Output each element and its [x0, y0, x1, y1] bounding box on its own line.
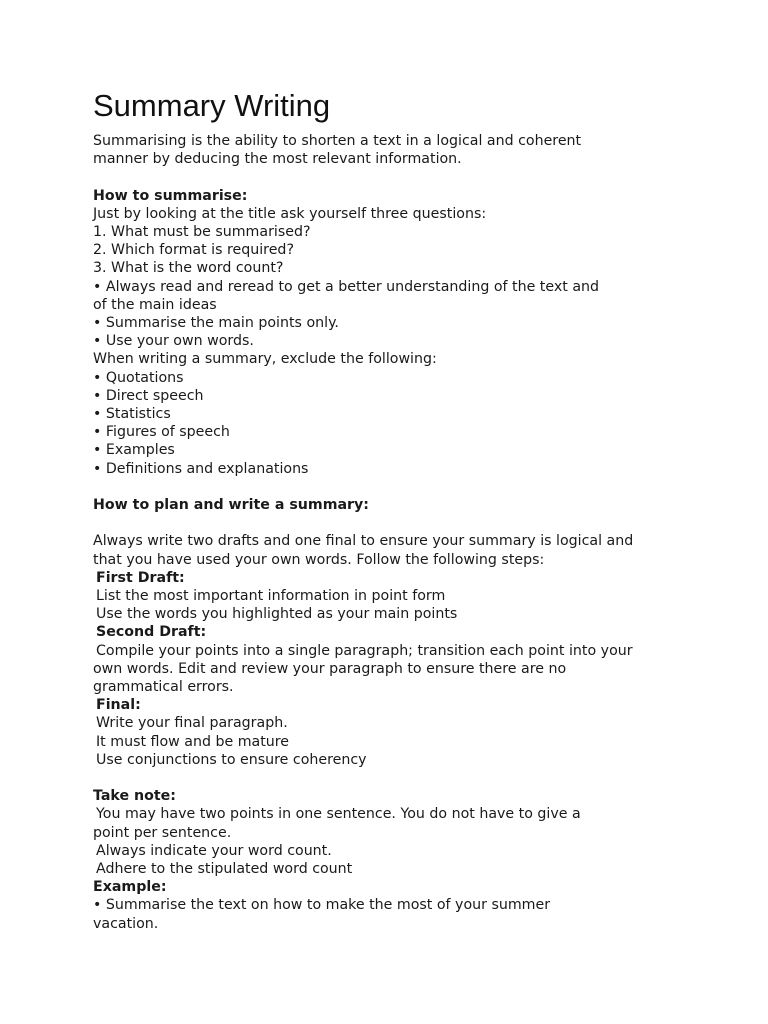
how-to-line: • Always read and reread to get a better understanding of the text and — [93, 278, 600, 295]
take-note-section — [93, 787, 733, 878]
how-to-line: • Statistics — [93, 406, 171, 423]
plan-heading: How to plan and write a summary: — [93, 497, 369, 514]
page-title: Summary Writing — [93, 88, 331, 123]
how-to-line: 2. Which format is required? — [93, 242, 294, 259]
how-to-line: When writing a summary, exclude the following: — [93, 351, 437, 368]
example-section — [93, 878, 733, 933]
how-to-line: 3. What is the word count? — [93, 260, 284, 277]
take-note-heading: Take note: — [93, 788, 176, 805]
spacer — [93, 769, 733, 787]
final-line: It must flow and be mature — [96, 733, 290, 750]
how-to-line: • Figures of speech — [93, 424, 230, 441]
take-note-line: Adhere to the stipulated word count — [96, 861, 353, 878]
first-draft-line: Use the words you highlighted as your main points — [96, 606, 458, 623]
example-line: vacation. — [93, 915, 159, 932]
how-to-line: • Quotations — [93, 369, 184, 386]
take-note-line: You may have two points in one sentence. You do not have to give a — [96, 806, 581, 823]
how-to-line: • Use your own words. — [93, 333, 254, 350]
how-to-line: of the main ideas — [93, 296, 217, 313]
how-to-line: • Summarise the main points only. — [93, 315, 339, 332]
how-to-line: 1. What must be summarised? — [93, 224, 311, 240]
intro-line: manner by deducing the most relevant information. — [93, 151, 462, 168]
first-draft-heading: First Draft: — [96, 569, 185, 586]
second-draft-line: Compile your points into a single paragraph; transition each point into your — [96, 642, 633, 659]
how-to-line: Just by looking at the title ask yourself three questions: — [93, 205, 487, 222]
second-draft-line: grammatical errors. — [93, 679, 234, 696]
how-to-line: • Definitions and explanations — [93, 460, 309, 477]
example-heading: Example: — [93, 879, 167, 896]
take-note-line: point per sentence. — [93, 824, 232, 841]
how-to-heading: How to summarise: — [93, 187, 248, 204]
plan-intro-line: Always write two drafts and one final to ensure your summary is logical and — [93, 533, 634, 550]
second-draft-heading: Second Draft: — [96, 624, 207, 641]
final-line: Write your final paragraph. — [96, 715, 288, 732]
first-draft-line: List the most important information in point form — [96, 588, 446, 605]
document-page — [93, 86, 733, 933]
final-line: Use conjunctions to ensure coherency — [96, 751, 367, 768]
plan-section — [93, 496, 733, 769]
how-to-section — [93, 187, 733, 478]
intro-line: Summarising is the ability to shorten a text in a logical and coherent — [93, 133, 582, 149]
second-draft-line: own words. Edit and review your paragraph to ensure there are no — [93, 660, 567, 677]
spacer — [93, 478, 733, 496]
intro-paragraph — [93, 132, 733, 168]
spacer — [93, 168, 733, 186]
how-to-line: • Direct speech — [93, 387, 204, 404]
final-heading: Final: — [96, 697, 141, 714]
take-note-line: Always indicate your word count. — [96, 842, 332, 859]
spacer — [93, 514, 733, 532]
how-to-line: • Examples — [93, 442, 175, 459]
plan-intro-line: that you have used your own words. Follow the following steps: — [93, 551, 545, 568]
example-line: • Summarise the text on how to make the most of your summer — [93, 897, 551, 914]
